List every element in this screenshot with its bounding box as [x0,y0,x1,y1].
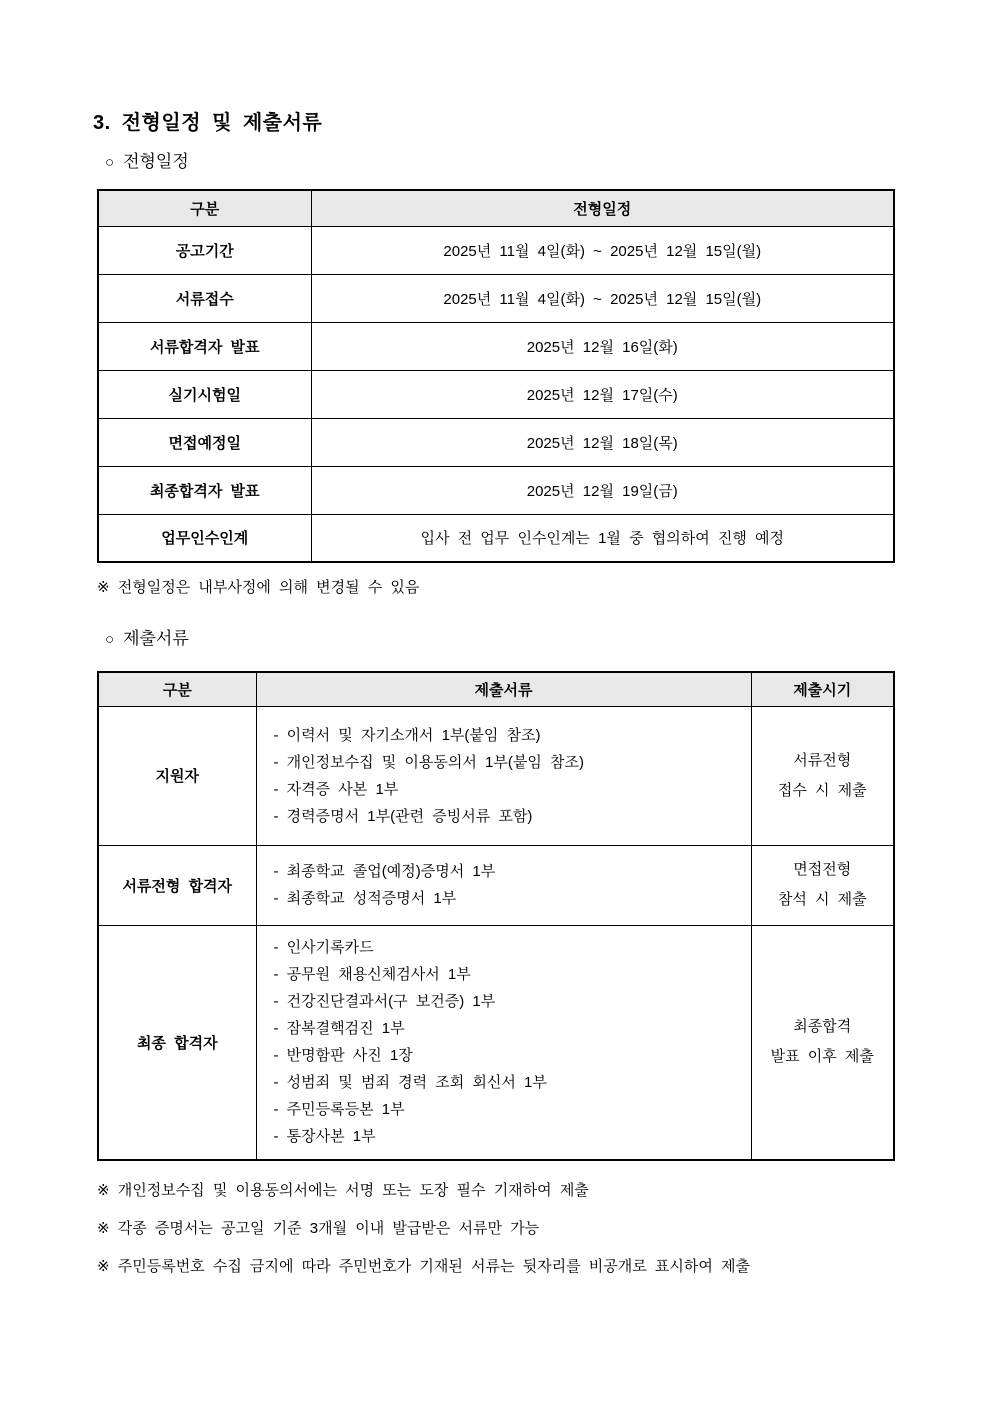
column-header-category: 구분 [98,672,256,706]
timing-cell [751,925,894,1160]
schedule-table-header-row [98,190,894,226]
document-item: - 자격증 사본 1부 [273,780,399,798]
row-label: 공고기간 [98,226,311,274]
table-row [98,274,894,322]
row-value: 2025년 12월 16일(화) [311,322,894,370]
schedule-section-label: 전형일정 [123,152,189,171]
document-item: - 이력서 및 자기소개서 1부(붙임 참조) [273,726,541,744]
timing-line: 발표 이후 제출 [770,1048,874,1066]
table-row [98,418,894,466]
footnote-line: ※ 개인정보수집 및 이용동의서에는 서명 또는 도장 필수 기재하여 제출 [97,1182,589,1199]
documents-table [97,671,895,1161]
timing-line: 서류전형 [793,751,852,769]
footnote-line: ※ 각종 증명서는 공고일 기준 3개월 이내 발급받은 서류만 가능 [97,1220,540,1237]
table-row [98,514,894,562]
column-header-schedule: 전형일정 [311,190,894,226]
table-row [98,370,894,418]
table-row [98,925,894,1160]
timing-line: 최종합격 [793,1018,852,1036]
document-item: - 공무원 채용신체검사서 1부 [273,966,471,984]
column-header-documents: 제출서류 [256,672,751,706]
documents-section-label: 제출서류 [123,629,189,648]
schedule-table [97,189,895,563]
document-item: - 성범죄 및 범죄 경력 조회 회신서 1부 [273,1074,547,1092]
timing-cell [751,845,894,925]
document-item: - 건강진단결과서(구 보건증) 1부 [273,993,496,1011]
row-label: 업무인수인계 [98,514,311,562]
timing-line: 면접전형 [793,861,852,878]
row-label: 서류접수 [98,274,311,322]
document-item: - 최종학교 성적증명서 1부 [273,890,457,907]
timing-line: 접수 시 제출 [777,781,867,799]
row-label: 최종 합격자 [98,925,256,1160]
documents-section-heading [105,627,895,652]
document-item: - 경력증명서 1부(관련 증빙서류 포함) [273,807,533,825]
timing-line: 참석 시 제출 [777,891,867,908]
document-item: - 반명함판 사진 1장 [273,1047,413,1065]
row-value: 2025년 11월 4일(화) ~ 2025년 12월 15일(월) [311,274,894,322]
schedule-section-heading [105,150,895,175]
row-label: 서류전형 합격자 [98,845,256,925]
document-item: - 잠복결핵검진 1부 [273,1020,405,1038]
row-label: 서류합격자 발표 [98,322,311,370]
row-value: 입사 전 업무 인수인계는 1월 중 협의하여 진행 예정 [311,514,894,562]
row-value: 2025년 12월 17일(수) [311,370,894,418]
row-label: 실기시험일 [98,370,311,418]
row-value: 2025년 11월 4일(화) ~ 2025년 12월 15일(월) [311,226,894,274]
table-row [98,226,894,274]
row-label: 지원자 [98,706,256,845]
table-row [98,845,894,925]
column-header-timing: 제출시기 [751,672,894,706]
document-list [256,706,751,845]
page-title: 3. 전형일정 및 제출서류 [93,112,323,134]
document-item: - 통장사본 1부 [273,1128,376,1146]
document-item: - 주민등록등본 1부 [273,1101,405,1119]
document-list [256,925,751,1160]
row-label: 최종합격자 발표 [98,466,311,514]
bottom-notes [97,1179,895,1279]
circle-bullet-icon: ○ [105,631,115,648]
table-row [98,322,894,370]
document-item: - 인사기록카드 [273,939,374,957]
schedule-footnote: ※ 전형일정은 내부사정에 의해 변경될 수 있음 [97,579,420,596]
row-value: 2025년 12월 18일(목) [311,418,894,466]
row-value: 2025년 12월 19일(금) [311,466,894,514]
document-item: - 최종학교 졸업(예정)증명서 1부 [273,863,496,880]
table-row [98,706,894,845]
row-label: 면접예정일 [98,418,311,466]
circle-bullet-icon: ○ [105,154,115,171]
document-item: - 개인정보수집 및 이용동의서 1부(붙임 참조) [273,753,584,771]
documents-table-header-row [98,672,894,706]
column-header-category: 구분 [98,190,311,226]
table-row [98,466,894,514]
document-list [256,845,751,925]
footnote-line: ※ 주민등록번호 수집 금지에 따라 주민번호가 기재된 서류는 뒷자리를 비공개로 표시하여 제출 [97,1258,751,1275]
timing-cell [751,706,894,845]
